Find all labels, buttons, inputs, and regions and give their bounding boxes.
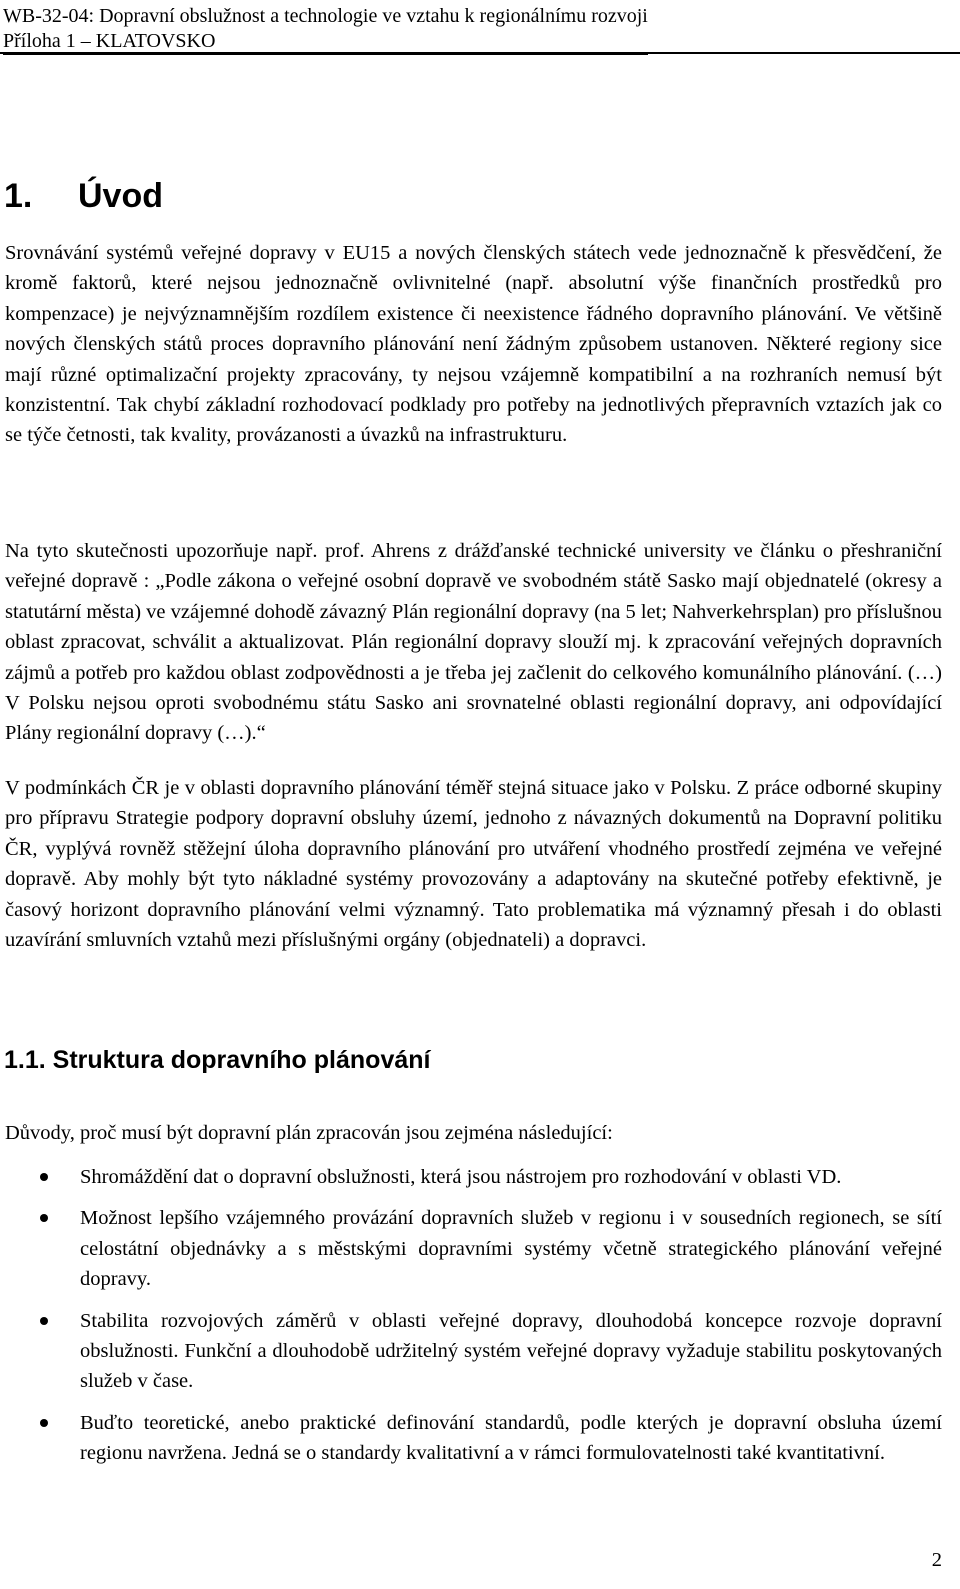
bullet-icon [40,1419,48,1427]
list-item-text: Shromáždění dat o dopravní obslužnosti, která jsou nástrojem pro rozhodování v oblasti VD. [80,1166,842,1188]
paragraph-3: V podmínkách ČR je v oblasti dopravního plánování téměř stejná situace jako v Polsku. Z práce odborné skupiny pro přípravu Strategie podpory dopravní obsluhy území, jednoho z návazných dokumentů na Dopravní politiku ČR, vyplývá rovněž stěžejní úloha dopravního plánování pro utváření vhodného prostředí zejména ve veřejné dopravě. Aby mohly být tyto nákladné systémy provozovány a adaptovány na skutečné potřeby efektivně, je časový horizont dopravního plánování velmi významný. Tato problematika má významný přesah i do oblasti uzavírání smluvních vztahů mezi příslušnými orgány (objednateli) a dopravci. [5,777,942,952]
list-item [0,1203,942,1294]
paragraph-2: Na tyto skutečnosti upozorňuje např. prof. Ahrens z drážďanské technické university ve článku o přeshraniční veřejné dopravě : „Podle zákona o veřejné osobní dopravě ve svobodném státě Sasko mají objednatelé (okresy a statutární města) ve vzájemné dohodě závazný Plán regionální dopravy (na 5 let; Nahverkehrsplan) pro příslušnou oblast zpracovat, schválit a aktualizovat. Plán regionální dopravy slouží mj. k zpracování veřejných dopravních zájmů a potřeb pro každou oblast zodpovědnosti a je třeba jej začlenit do celkového komunálního plánování. (…) V Polsku nejsou oproti svobodnému státu Sasko ani srovnatelné oblasti regionální dopravy, ani odpovídající Plány regionální dopravy (…).“ [5,540,943,745]
subsection-intro: Důvody, proč musí být dopravní plán zpracován jsou zejména následující: [5,1122,613,1144]
section-heading-uvod [4,176,163,216]
bullet-icon [40,1173,48,1181]
bullet-icon [40,1214,48,1222]
header-title: WB-32-04: Dopravní obslužnost a technologie ve vztahu k regionálnímu rozvoji [3,5,648,27]
header-subtitle: Příloha 1 – KLATOVSKO [3,29,648,55]
header-rule [0,52,960,54]
list-item [0,1306,942,1397]
list-item-text: Buďto teoretické, anebo praktické definování standardů, podle kterých je dopravní obsluha území regionu navržena. Jedná se o standardy kvalitativní a v rámci formulovatelnosti také kvantitativní. [80,1411,942,1465]
bullet-icon [40,1317,48,1325]
section-title: Úvod [78,177,163,215]
list-item-text: Stabilita rozvojových záměrů v oblasti veřejné dopravy, dlouhodobá koncepce rozvoje dopravní obslužnosti. Funkční a dlouhodobě udržitelný systém veřejné dopravy vyžaduje stabilitu poskytovaných služeb v čase. [80,1309,942,1393]
list-item [0,1408,942,1469]
subsection-heading: 1.1. Struktura dopravního plánování [4,1046,431,1074]
section-number: 1. [4,177,33,215]
page-header [3,4,648,55]
list-item [0,1162,942,1192]
page-number: 2 [931,1549,942,1571]
paragraph-1: Srovnávání systémů veřejné dopravy v EU15 a nových členských státech vede jednoznačně k přesvědčení, že kromě faktorů, které nejsou jednoznačně ovlivnitelné (např. absolutní výše finančních prostředků pro kompenzace) je nejvýznamnějším rozdílem existence či neexistence řádného dopravního plánování. Ve většině nových členských států proces dopravního plánování není žádným způsobem ustanoven. Některé regiony sice mají různé optimalizační projekty zpracovány, ty nejsou vzájemně kompatibilní a na rozhraních nemusí být konzistentní. Tak chybí základní rozhodovací podklady pro potřeby na jednotlivých přepravních vztazích jak co se týče četnosti, tak kvality, provázanosti a úvazků na infrastrukturu. [5,242,942,447]
list-item-text: Možnost lepšího vzájemného provázání dopravních služeb v regionu i v sousedních regionech, se sítí celostátní objednávky a s městskými dopravními systémy včetně strategického plánování veřejné dopravy. [80,1207,942,1291]
reasons-list [0,1162,942,1480]
